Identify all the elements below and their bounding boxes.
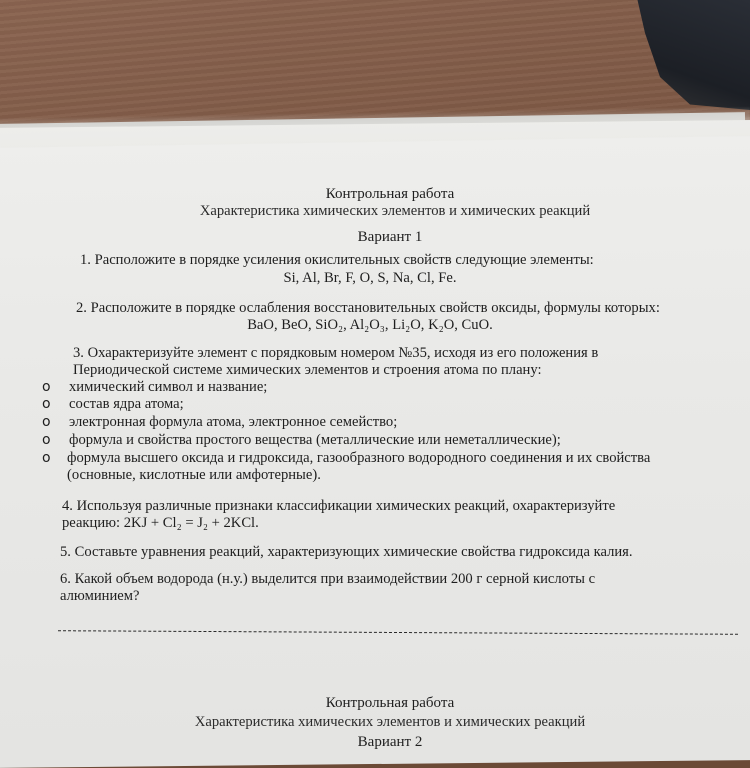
plan-item-continued: (основные, кислотные или амфотерные). xyxy=(67,467,321,483)
test-title: Контрольная работа xyxy=(325,186,455,202)
question-1-elements: Si, Al, Br, F, O, S, Na, Cl, Fe. xyxy=(283,270,457,286)
question-3-continued: Периодической системе химических элементов и строения атома по плану: xyxy=(73,362,542,378)
question-1: 1. Расположите в порядке усиления окислительных свойств следующие элементы: xyxy=(80,252,594,268)
test-subtitle: Характеристика химических элементов и химических реакций xyxy=(199,203,591,219)
cut-line xyxy=(58,630,738,635)
question-4: 4. Используя различные признаки классификации химических реакций, охарактеризуйте xyxy=(62,498,616,514)
question-2: 2. Расположите в порядке ослабления восстановительных свойств оксиды, формулы которых: xyxy=(76,300,660,316)
bullet-circle: o xyxy=(42,414,51,430)
test-title-2: Контрольная работа xyxy=(325,695,455,711)
variant-label: Вариант 1 xyxy=(357,229,423,245)
bullet-circle: o xyxy=(42,396,51,412)
question-2-oxides: BaO, BeO, SiO₂, Al₂O₃, Li₂O, K₂O, CuO. xyxy=(247,317,493,333)
question-6-continued: алюминием? xyxy=(60,588,140,604)
question-3: 3. Охарактеризуйте элемент с порядковым номером №35, исходя из его положения в xyxy=(73,345,599,361)
plan-item: электронная формула атома, электронное семейство; xyxy=(69,414,398,430)
variant-label-2: Вариант 2 xyxy=(357,734,423,750)
plan-item: состав ядра атома; xyxy=(69,396,184,412)
bullet-circle: o xyxy=(42,450,51,466)
test-subtitle-2: Характеристика химических элементов и химических реакций xyxy=(194,714,586,730)
question-5: 5. Составьте уравнения реакций, характеризующих химические свойства гидроксида калия. xyxy=(60,544,633,560)
question-4-reaction: реакцию: 2KJ + Cl₂ = J₂ + 2KCl. xyxy=(62,515,259,531)
question-6: 6. Какой объем водорода (н.у.) выделится при взаимодействии 200 г серной кислоты с xyxy=(60,571,596,587)
bullet-circle: o xyxy=(42,432,51,448)
plan-item: формула и свойства простого вещества (металлические или неметаллические); xyxy=(69,432,561,448)
plan-item: химический символ и название; xyxy=(69,379,268,395)
plan-item: формула высшего оксида и гидроксида, газообразного водородного соединения и их свойства xyxy=(67,450,651,466)
bullet-circle: o xyxy=(42,379,51,395)
